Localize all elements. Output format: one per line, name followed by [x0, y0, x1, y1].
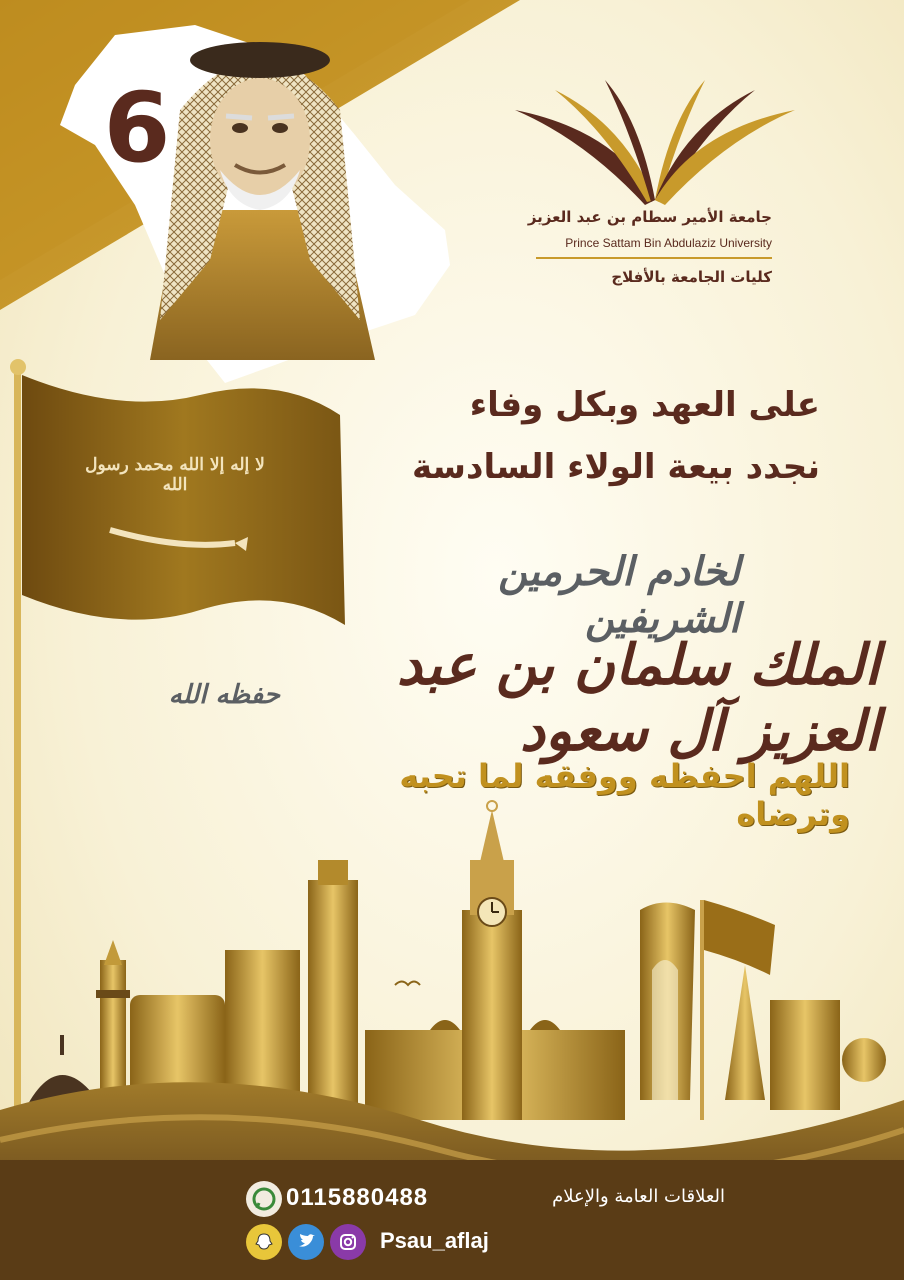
- logo-divider: [536, 257, 772, 259]
- flag-inscription: لا إله إلا الله محمد رسول الله: [85, 455, 265, 495]
- anniversary-number: 6: [103, 72, 171, 184]
- snapchat-icon[interactable]: [246, 1224, 282, 1260]
- honorific: حفظه الله: [168, 680, 280, 710]
- whatsapp-icon[interactable]: [246, 1181, 282, 1217]
- phone-number: 0115880488: [286, 1184, 429, 1211]
- king-portrait: [130, 20, 390, 360]
- king-name: الملك سلمان بن عبد العزيز آل سعود: [396, 632, 880, 764]
- college-name: كليات الجامعة بالأفلاج: [611, 268, 772, 286]
- custodian-title: لخادم الحرمين الشريفين: [498, 548, 740, 642]
- prayer-text: اللهم احفظه ووفقه لما تحبه وترضاه: [399, 757, 850, 833]
- university-logo-icon: [505, 70, 805, 300]
- twitter-icon[interactable]: [288, 1224, 324, 1260]
- social-handle[interactable]: Psau_aflaj: [380, 1228, 489, 1253]
- instagram-icon[interactable]: [330, 1224, 366, 1260]
- headline-line-1: على العهد وبكل وفاء: [469, 385, 820, 425]
- university-name-english: Prince Sattam Bin Abdulaziz University: [565, 236, 772, 250]
- department-name: العلاقات العامة والإعلام: [552, 1186, 725, 1207]
- university-name-arabic: جامعة الأمير سطام بن عبد العزيز: [527, 208, 772, 226]
- headline-line-2: نجدد بيعة الولاء السادسة: [411, 447, 820, 487]
